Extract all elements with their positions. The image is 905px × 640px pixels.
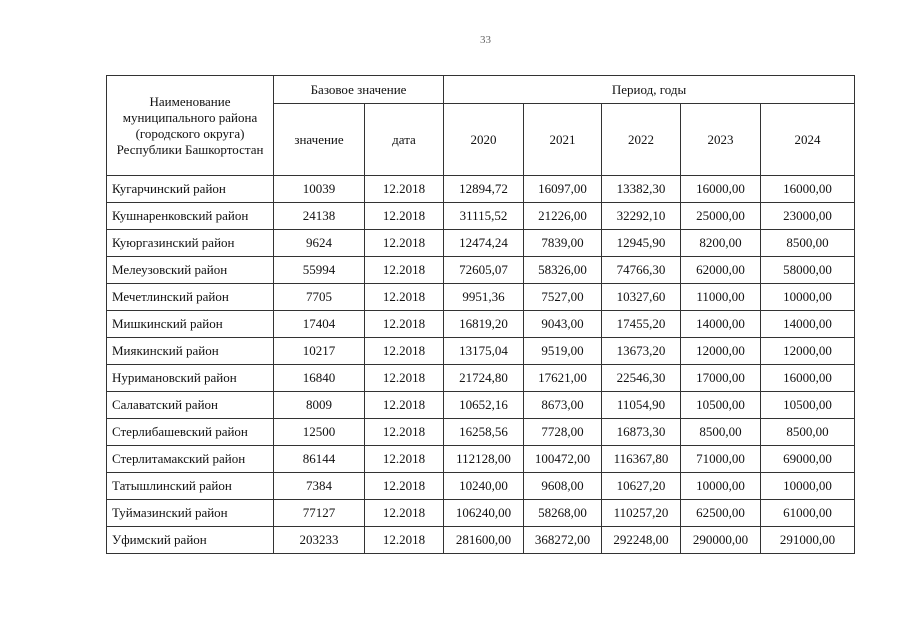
table-row <box>107 392 855 419</box>
cell-year-value: 100472,00 <box>524 446 602 473</box>
cell-base-date: 12.2018 <box>365 473 444 500</box>
header-base-group: Базовое значение <box>274 76 444 104</box>
cell-year-value: 7527,00 <box>524 284 602 311</box>
cell-base-date: 12.2018 <box>365 365 444 392</box>
cell-base-value: 24138 <box>274 203 365 230</box>
cell-year-value: 110257,20 <box>602 500 681 527</box>
cell-base-date: 12.2018 <box>365 500 444 527</box>
header-base-date: дата <box>365 104 444 176</box>
cell-year-value: 32292,10 <box>602 203 681 230</box>
cell-year-value: 16873,30 <box>602 419 681 446</box>
header-row-groups <box>107 76 855 104</box>
cell-base-date: 12.2018 <box>365 311 444 338</box>
cell-year-value: 58326,00 <box>524 257 602 284</box>
cell-year-value: 12000,00 <box>761 338 855 365</box>
table-row <box>107 527 855 554</box>
cell-year-value: 58000,00 <box>761 257 855 284</box>
cell-base-date: 12.2018 <box>365 203 444 230</box>
header-period-group: Период, годы <box>444 76 855 104</box>
cell-year-value: 16258,56 <box>444 419 524 446</box>
cell-year-value: 21226,00 <box>524 203 602 230</box>
cell-base-date: 12.2018 <box>365 446 444 473</box>
cell-year-value: 62500,00 <box>681 500 761 527</box>
cell-base-date: 12.2018 <box>365 176 444 203</box>
cell-year-value: 116367,80 <box>602 446 681 473</box>
cell-base-date: 12.2018 <box>365 284 444 311</box>
cell-year-value: 69000,00 <box>761 446 855 473</box>
cell-year-value: 292248,00 <box>602 527 681 554</box>
cell-base-value: 7384 <box>274 473 365 500</box>
cell-year-value: 8500,00 <box>681 419 761 446</box>
cell-district-name: Мелеузовский район <box>107 257 274 284</box>
cell-year-value: 17455,20 <box>602 311 681 338</box>
cell-base-value: 16840 <box>274 365 365 392</box>
cell-year-value: 13673,20 <box>602 338 681 365</box>
cell-year-value: 16097,00 <box>524 176 602 203</box>
cell-year-value: 10500,00 <box>681 392 761 419</box>
cell-year-value: 10000,00 <box>761 473 855 500</box>
cell-year-value: 31115,52 <box>444 203 524 230</box>
cell-district-name: Стерлитамакский район <box>107 446 274 473</box>
table-row <box>107 230 855 257</box>
cell-base-date: 12.2018 <box>365 419 444 446</box>
cell-base-value: 8009 <box>274 392 365 419</box>
cell-year-value: 8673,00 <box>524 392 602 419</box>
cell-year-value: 10000,00 <box>681 473 761 500</box>
header-year-2023: 2023 <box>681 104 761 176</box>
cell-base-date: 12.2018 <box>365 230 444 257</box>
page-number: 33 <box>480 34 491 46</box>
header-year-2024: 2024 <box>761 104 855 176</box>
header-year-2022: 2022 <box>602 104 681 176</box>
cell-year-value: 16000,00 <box>761 365 855 392</box>
cell-district-name: Салаватский район <box>107 392 274 419</box>
cell-year-value: 12945,90 <box>602 230 681 257</box>
cell-year-value: 7839,00 <box>524 230 602 257</box>
cell-year-value: 9043,00 <box>524 311 602 338</box>
cell-year-value: 10652,16 <box>444 392 524 419</box>
table-row <box>107 500 855 527</box>
table-row <box>107 473 855 500</box>
cell-year-value: 9951,36 <box>444 284 524 311</box>
cell-base-date: 12.2018 <box>365 338 444 365</box>
cell-district-name: Уфимский район <box>107 527 274 554</box>
cell-base-value: 12500 <box>274 419 365 446</box>
cell-district-name: Стерлибашевский район <box>107 419 274 446</box>
cell-district-name: Мишкинский район <box>107 311 274 338</box>
cell-year-value: 10627,20 <box>602 473 681 500</box>
cell-year-value: 13175,04 <box>444 338 524 365</box>
cell-year-value: 12000,00 <box>681 338 761 365</box>
cell-base-value: 9624 <box>274 230 365 257</box>
cell-year-value: 10327,60 <box>602 284 681 311</box>
cell-year-value: 11054,90 <box>602 392 681 419</box>
cell-year-value: 62000,00 <box>681 257 761 284</box>
cell-year-value: 21724,80 <box>444 365 524 392</box>
table-row <box>107 419 855 446</box>
cell-district-name: Татышлинский район <box>107 473 274 500</box>
table-row <box>107 446 855 473</box>
header-district: Наименование муниципального района (городского округа) Республики Башкортостан <box>107 76 274 176</box>
cell-base-value: 7705 <box>274 284 365 311</box>
cell-year-value: 112128,00 <box>444 446 524 473</box>
cell-year-value: 10500,00 <box>761 392 855 419</box>
cell-base-value: 10217 <box>274 338 365 365</box>
table-row <box>107 284 855 311</box>
cell-district-name: Нуримановский район <box>107 365 274 392</box>
cell-year-value: 14000,00 <box>681 311 761 338</box>
data-table <box>106 75 855 554</box>
cell-year-value: 8200,00 <box>681 230 761 257</box>
cell-year-value: 7728,00 <box>524 419 602 446</box>
cell-year-value: 8500,00 <box>761 419 855 446</box>
cell-year-value: 10000,00 <box>761 284 855 311</box>
cell-year-value: 72605,07 <box>444 257 524 284</box>
cell-district-name: Кушнаренковский район <box>107 203 274 230</box>
table-row <box>107 203 855 230</box>
cell-base-value: 86144 <box>274 446 365 473</box>
cell-year-value: 16000,00 <box>681 176 761 203</box>
cell-year-value: 17000,00 <box>681 365 761 392</box>
cell-year-value: 25000,00 <box>681 203 761 230</box>
cell-year-value: 11000,00 <box>681 284 761 311</box>
cell-year-value: 74766,30 <box>602 257 681 284</box>
cell-year-value: 290000,00 <box>681 527 761 554</box>
cell-year-value: 9608,00 <box>524 473 602 500</box>
cell-year-value: 281600,00 <box>444 527 524 554</box>
cell-year-value: 58268,00 <box>524 500 602 527</box>
cell-year-value: 22546,30 <box>602 365 681 392</box>
cell-year-value: 13382,30 <box>602 176 681 203</box>
cell-year-value: 12894,72 <box>444 176 524 203</box>
cell-year-value: 291000,00 <box>761 527 855 554</box>
cell-base-date: 12.2018 <box>365 392 444 419</box>
cell-year-value: 23000,00 <box>761 203 855 230</box>
cell-year-value: 17621,00 <box>524 365 602 392</box>
header-year-2021: 2021 <box>524 104 602 176</box>
table-row <box>107 311 855 338</box>
cell-district-name: Мечетлинский район <box>107 284 274 311</box>
cell-base-value: 55994 <box>274 257 365 284</box>
cell-year-value: 368272,00 <box>524 527 602 554</box>
cell-district-name: Миякинский район <box>107 338 274 365</box>
cell-year-value: 71000,00 <box>681 446 761 473</box>
table-body <box>107 176 855 554</box>
cell-year-value: 8500,00 <box>761 230 855 257</box>
header-year-2020: 2020 <box>444 104 524 176</box>
table-row <box>107 257 855 284</box>
cell-base-date: 12.2018 <box>365 527 444 554</box>
table-row <box>107 176 855 203</box>
cell-base-value: 77127 <box>274 500 365 527</box>
cell-base-value: 203233 <box>274 527 365 554</box>
cell-base-value: 10039 <box>274 176 365 203</box>
table-row <box>107 338 855 365</box>
table-row <box>107 365 855 392</box>
cell-district-name: Куюргазинский район <box>107 230 274 257</box>
cell-year-value: 16000,00 <box>761 176 855 203</box>
cell-year-value: 61000,00 <box>761 500 855 527</box>
cell-base-value: 17404 <box>274 311 365 338</box>
header-base-value: значение <box>274 104 365 176</box>
cell-year-value: 9519,00 <box>524 338 602 365</box>
cell-base-date: 12.2018 <box>365 257 444 284</box>
cell-year-value: 14000,00 <box>761 311 855 338</box>
cell-district-name: Туймазинский район <box>107 500 274 527</box>
cell-year-value: 106240,00 <box>444 500 524 527</box>
cell-district-name: Кугарчинский район <box>107 176 274 203</box>
cell-year-value: 10240,00 <box>444 473 524 500</box>
cell-year-value: 12474,24 <box>444 230 524 257</box>
cell-year-value: 16819,20 <box>444 311 524 338</box>
